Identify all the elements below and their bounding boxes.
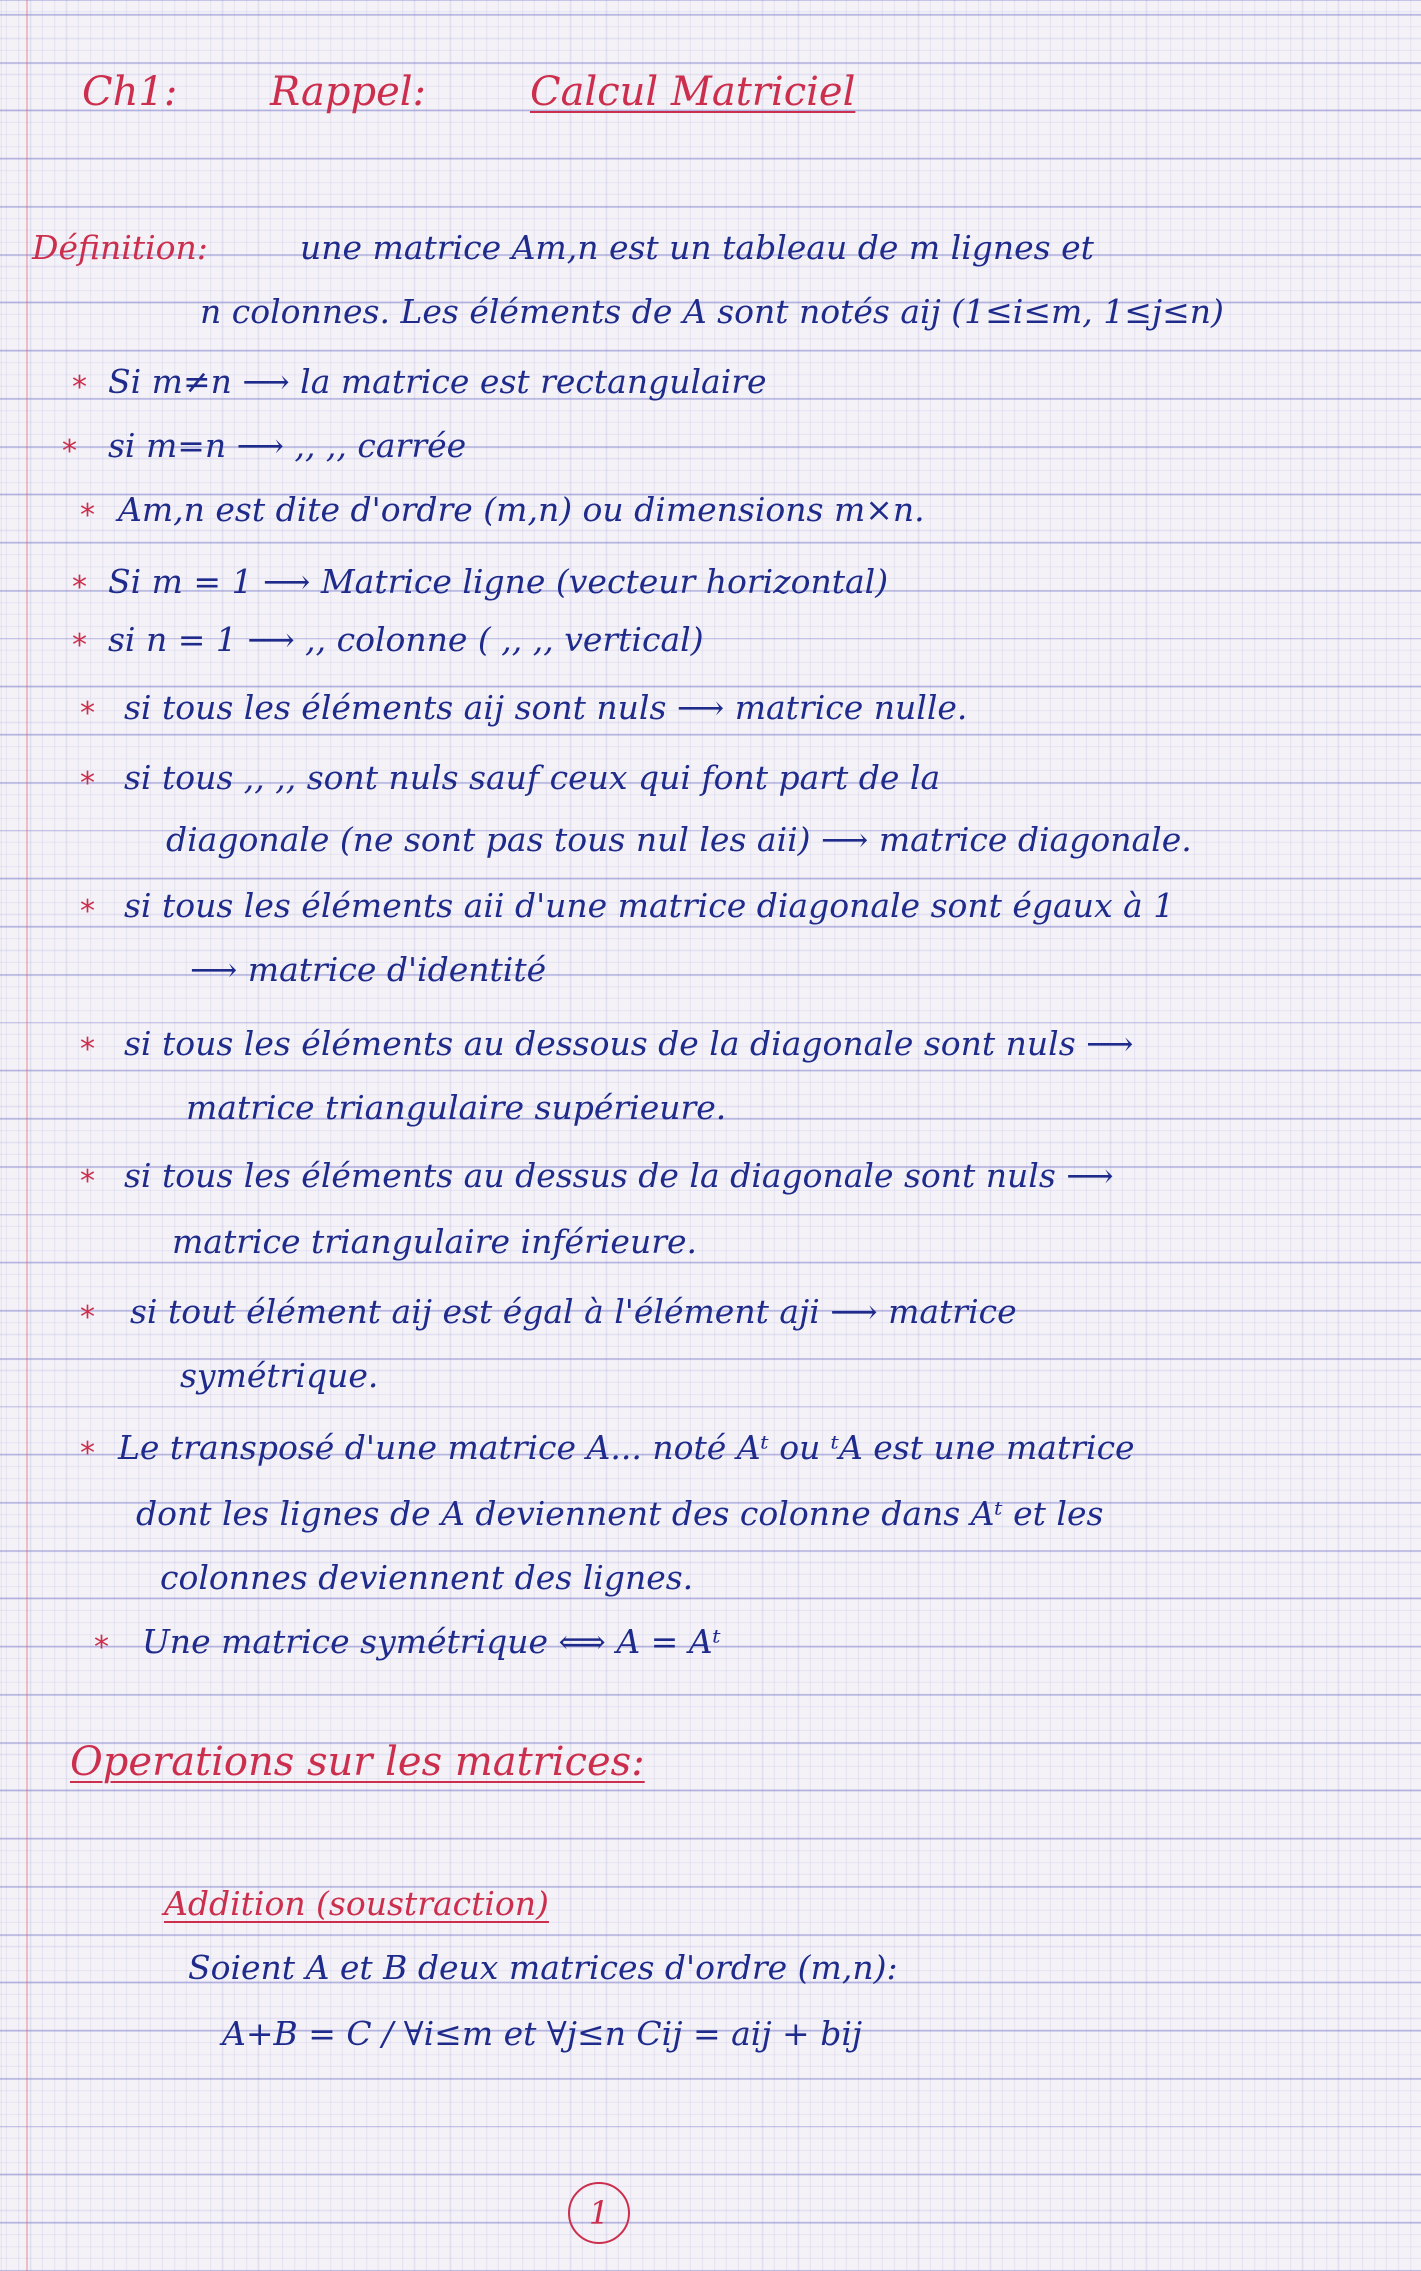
operations-line-1: Soient A et B deux matrices d'ordre (m,n): — [188, 1948, 898, 1987]
list-item: Si m≠n ⟶ la matrice est rectangulaire — [108, 362, 767, 401]
list-item: si n = 1 ⟶ ,, colonne ( ,, ,, vertical) — [108, 620, 704, 659]
list-item: si tous les éléments au dessous de la diagonale sont nuls ⟶ — [124, 1024, 1134, 1063]
definition-line-1: une matrice Am,n est un tableau de m lignes et — [300, 228, 1094, 267]
bullet-star: * — [80, 696, 95, 731]
list-item: si tout élément aij est égal à l'élément aji ⟶ matrice — [130, 1292, 1017, 1331]
bullet-star: * — [80, 766, 95, 801]
bullet-star: * — [80, 1164, 95, 1199]
bullet-star: * — [80, 498, 95, 533]
list-item: si m=n ⟶ ,, ,, carrée — [108, 426, 467, 465]
list-item: Le transposé d'une matrice A... noté Aᵗ ou ᵗA est une matrice — [118, 1428, 1135, 1467]
list-item-continuation: colonnes deviennent des lignes. — [160, 1558, 694, 1597]
recall-label: Rappel: — [270, 69, 427, 115]
list-item-continuation: diagonale (ne sont pas tous nul les aii) ⟶ matrice diagonale. — [166, 820, 1192, 859]
bullet-star: * — [94, 1630, 109, 1665]
bullet-star: * — [72, 370, 87, 405]
bullet-star: * — [80, 1300, 95, 1335]
bullet-star: * — [72, 570, 87, 605]
bullet-star: * — [80, 1032, 95, 1067]
page-number — [568, 2182, 630, 2244]
list-item: Si m = 1 ⟶ Matrice ligne (vecteur horizontal) — [108, 562, 889, 601]
page-number-text: 1 — [588, 2194, 610, 2232]
list-item: si tous les éléments au dessus de la diagonale sont nuls ⟶ — [124, 1156, 1114, 1195]
list-item-continuation: ⟶ matrice d'identité — [190, 950, 547, 989]
list-item: si tous les éléments aij sont nuls ⟶ matrice nulle. — [124, 688, 968, 727]
definition-line-2: n colonnes. Les éléments de A sont notés aij (1≤i≤m, 1≤j≤n) — [200, 292, 1224, 331]
list-item: si tous ,, ,, sont nuls sauf ceux qui font part de la — [124, 758, 941, 797]
margin-line — [26, 0, 28, 2271]
bullet-star: * — [80, 894, 95, 929]
list-item: si tous les éléments aii d'une matrice diagonale sont égaux à 1 — [124, 886, 1175, 925]
section-heading: Operations sur les matrices: — [70, 1739, 645, 1785]
list-item-continuation: matrice triangulaire inférieure. — [172, 1222, 697, 1261]
list-item: Une matrice symétrique ⟺ A = Aᵗ — [142, 1622, 721, 1661]
page-title: Calcul Matriciel — [530, 69, 856, 115]
list-item-continuation: symétrique. — [180, 1356, 379, 1395]
list-item-continuation: matrice triangulaire supérieure. — [186, 1088, 727, 1127]
bullet-star: * — [62, 434, 77, 469]
list-item-continuation: dont les lignes de A deviennent des colonne dans Aᵗ et les — [136, 1494, 1104, 1533]
bullet-star: * — [72, 628, 87, 663]
operations-line-2: A+B = C / ∀i≤m et ∀j≤n Cij = aij + bij — [222, 2014, 863, 2053]
section-subheading: Addition (soustraction) — [164, 1884, 549, 1923]
chapter-label: Ch1: — [82, 69, 178, 115]
list-item: Am,n est dite d'ordre (m,n) ou dimensions m×n. — [118, 490, 925, 529]
definition-label: Définition: — [32, 228, 208, 267]
bullet-star: * — [80, 1436, 95, 1471]
